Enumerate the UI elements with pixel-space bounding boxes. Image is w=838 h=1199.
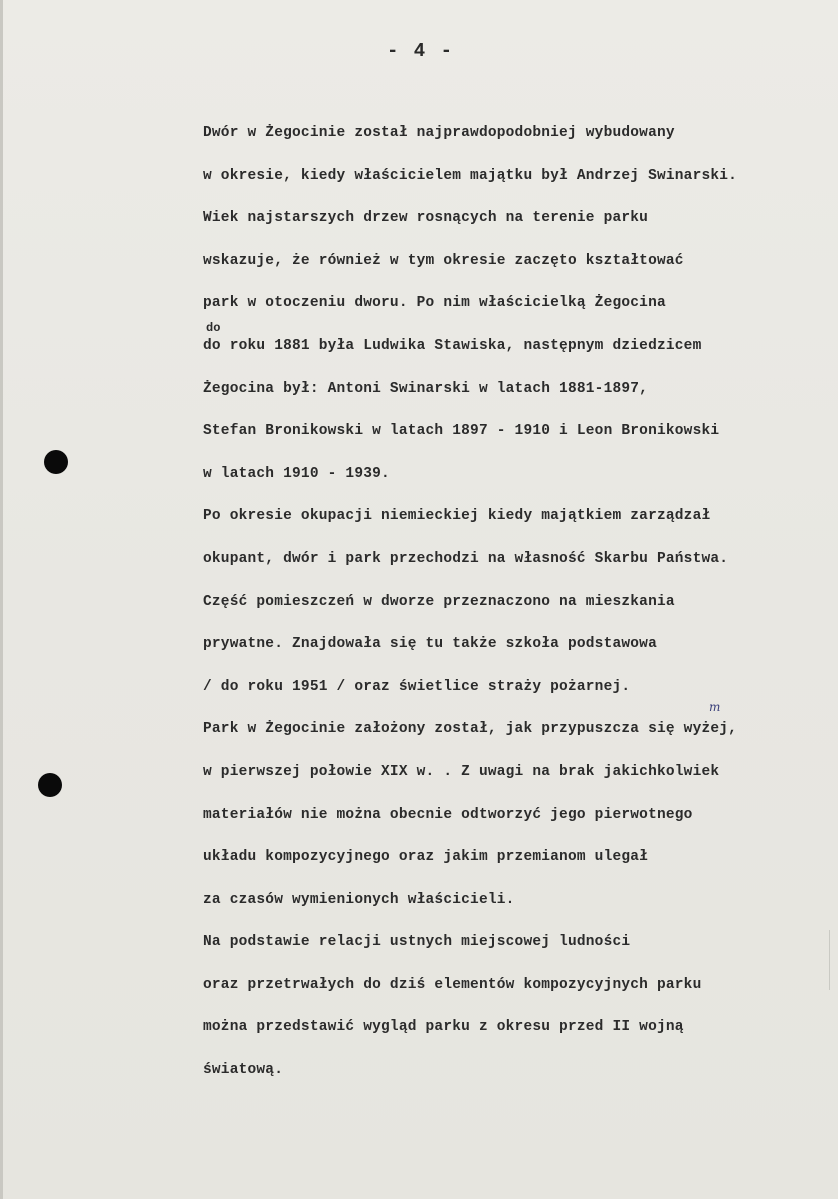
page-number: - 4 - (386, 40, 454, 62)
text-line: Żegocina był: Antoni Swinarski w latach 1881-1897, (203, 380, 649, 397)
text-line: układu kompozycyjnego oraz jakim przemianom ulegał (203, 849, 649, 866)
text-line: w latach 1910 - 1939. (203, 465, 390, 482)
punch-hole-bottom (38, 773, 62, 797)
text-line: / do roku 1951 / oraz świetlice straży pożarnej. (203, 678, 631, 695)
text-line: w okresie, kiedy właścicielem majątku był Andrzej Swinarski. (203, 167, 738, 184)
text-line: Część pomieszczeń w dworze przeznaczono na mieszkania (203, 593, 675, 610)
text-line: oraz przetrwałych do dziś elementów kompozycyjnych parku (203, 976, 702, 993)
text-line: Po okresie okupacji niemieckiej kiedy majątkiem zarządzał (203, 508, 711, 525)
text-line: prywatne. Znajdowała się tu także szkoła podstawowa (203, 636, 657, 653)
text-line: Stefan Bronikowski w latach 1897 - 1910 i Leon Bronikowski (203, 423, 720, 440)
text-line: wskazuje, że również w tym okresie zaczęto kształtować (203, 252, 684, 269)
text-line: okupant, dwór i park przechodzi na własność Skarbu Państwa. (203, 550, 729, 567)
text-line: w pierwszej połowie XIX w. . Z uwagi na brak jakichkolwiek (203, 763, 720, 780)
text-line: Dwór w Żegocinie został najprawdopodobniej wybudowany (203, 125, 675, 141)
text-line: światową. (203, 1062, 284, 1079)
punch-hole-top (44, 450, 68, 474)
text-line: park w otoczeniu dworu. Po nim właścicielką Żegocina (203, 295, 666, 312)
text-line: Na podstawie relacji ustnych miejscowej ludności (203, 934, 631, 951)
text-line: za czasów wymienionych właścicieli. (203, 891, 515, 908)
text-line: Wiek najstarszych drzew rosnących na terenie parku (203, 210, 649, 227)
handwritten-correction-m: m (709, 700, 721, 714)
text-line: materiałów nie można obecnie odtworzyć jego pierwotnego (203, 806, 693, 823)
text-line: Park w Żegocinie założony został, jak przypuszcza się wyżej, (203, 721, 738, 738)
interline-correction-do: do (206, 321, 221, 335)
body-text (203, 120, 833, 1100)
text-line: do roku 1881 była Ludwika Stawiska, następnym dziedzicem (203, 337, 702, 354)
text-line: można przedstawić wygląd parku z okresu przed II wojną (203, 1019, 684, 1036)
